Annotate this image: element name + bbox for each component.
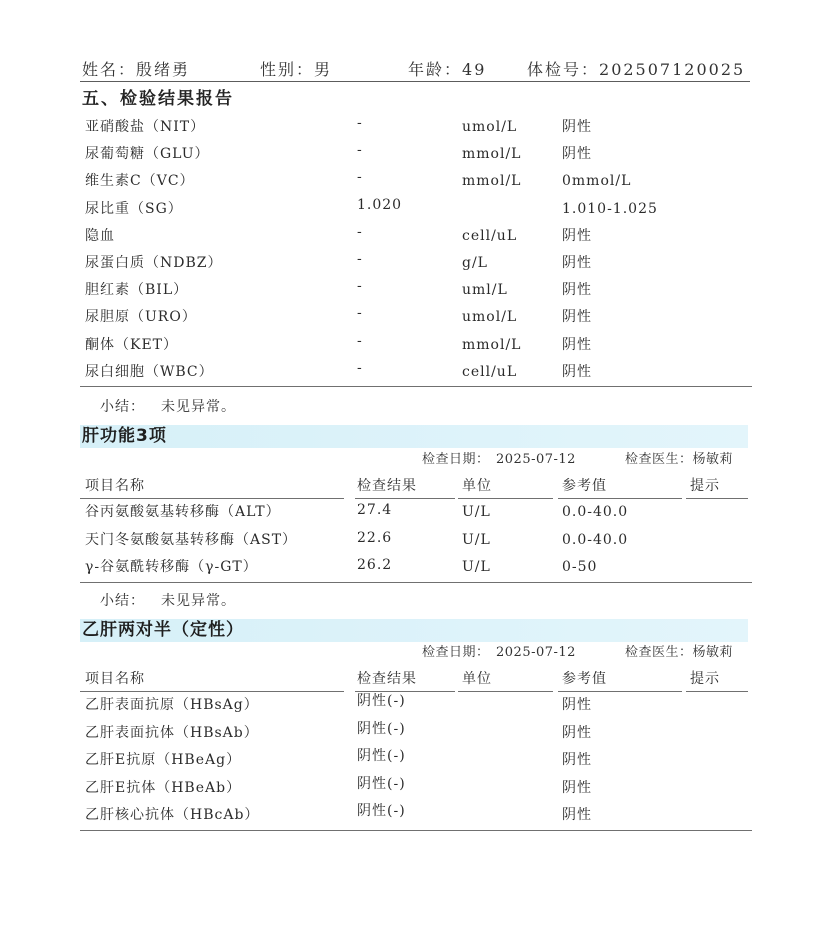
test-name: 乙肝表面抗原（HBsAg） — [85, 697, 259, 713]
urine-summary — [100, 396, 236, 418]
test-reference: 阴性 — [562, 309, 592, 326]
table-row — [80, 720, 752, 748]
test-reference: 阴性 — [562, 227, 592, 244]
exam-doctor — [625, 451, 733, 469]
test-name: 尿比重（SG） — [85, 200, 183, 217]
test-result: - — [357, 278, 363, 295]
table-row — [80, 168, 752, 195]
table-header — [80, 473, 752, 499]
patient-age-label: 年龄： — [408, 60, 463, 79]
exam-number-field — [527, 59, 745, 81]
patient-header — [80, 56, 750, 82]
table-row — [80, 554, 752, 582]
exam-date-label: 检查日期： — [422, 645, 490, 660]
test-reference: 阴性 — [562, 336, 592, 353]
test-result: - — [357, 359, 363, 376]
test-result: - — [357, 223, 363, 240]
column-header-hint: 提示 — [686, 666, 748, 692]
exam-doctor-name: 杨敏莉 — [692, 452, 734, 467]
table-row — [80, 332, 752, 359]
test-name: 尿蛋白质（NDBZ） — [85, 254, 223, 271]
test-unit: mmol/L — [462, 146, 522, 163]
patient-name: 殷绪勇 — [136, 60, 191, 79]
exam-date: 2025-07-12 — [496, 645, 576, 660]
column-header-reference: 参考值 — [558, 473, 682, 499]
summary-label: 小结： — [100, 399, 145, 415]
test-unit: uml/L — [462, 282, 508, 299]
test-result: 阴性(-) — [357, 720, 406, 737]
test-result: 22.6 — [357, 529, 393, 546]
test-result: 27.4 — [357, 502, 393, 518]
test-reference: 0mmol/L — [562, 173, 632, 190]
test-reference: 阴性 — [562, 254, 592, 271]
test-name: 尿白细胞（WBC） — [85, 363, 214, 380]
patient-name-label: 姓名： — [82, 60, 137, 79]
liver-summary — [100, 590, 236, 612]
urine-results-table — [80, 114, 752, 387]
table-row — [80, 223, 752, 250]
test-unit: U/L — [462, 559, 491, 575]
test-reference: 阴性 — [562, 282, 592, 299]
table-row — [80, 692, 752, 720]
summary-text: 未见异常。 — [161, 399, 236, 415]
test-name: 乙肝表面抗体（HBsAb） — [85, 724, 259, 741]
test-reference: 阴性 — [562, 119, 592, 135]
section-title-liver: 肝功能3项 — [82, 426, 167, 446]
table-row — [80, 304, 752, 331]
exam-doctor — [625, 644, 733, 662]
column-header-hint: 提示 — [686, 473, 748, 499]
test-unit: mmol/L — [462, 173, 522, 190]
test-name: 谷丙氨酸氨基转移酶（ALT） — [85, 504, 281, 520]
column-header-result: 检查结果 — [355, 666, 455, 692]
table-row — [80, 359, 752, 386]
table-row — [80, 114, 752, 141]
test-result: - — [357, 142, 363, 159]
test-reference: 阴性 — [562, 779, 592, 796]
table-row — [80, 250, 752, 277]
exam-doctor-label: 检查医生： — [625, 452, 693, 467]
test-name: 尿葡萄糖（GLU） — [85, 146, 210, 163]
summary-text: 未见异常。 — [161, 593, 236, 609]
patient-name-field — [82, 59, 190, 81]
test-reference: 阴性 — [562, 724, 592, 741]
patient-gender-label: 性别： — [260, 60, 315, 79]
summary-label: 小结： — [100, 593, 145, 609]
test-name: γ-谷氨酰转移酶（γ-GT） — [85, 559, 258, 575]
table-row — [80, 277, 752, 304]
patient-age-field — [408, 59, 486, 81]
test-name: 亚硝酸盐（NIT） — [85, 119, 206, 135]
test-name: 隐血 — [85, 227, 115, 244]
test-result: - — [357, 250, 363, 267]
section-title-lab-results: 五、检验结果报告 — [82, 89, 234, 109]
test-unit: U/L — [462, 504, 491, 520]
test-result: - — [357, 305, 363, 322]
test-unit: U/L — [462, 531, 491, 548]
test-unit: g/L — [462, 254, 488, 271]
table-row — [80, 527, 752, 555]
test-reference: 0-50 — [562, 559, 598, 575]
column-header-unit: 单位 — [458, 666, 553, 692]
test-reference: 阴性 — [562, 697, 592, 713]
table-row — [80, 196, 752, 223]
table-header — [80, 666, 752, 692]
test-result: 26.2 — [357, 557, 393, 573]
test-reference: 0.0-40.0 — [562, 504, 629, 520]
column-header-name: 项目名称 — [80, 473, 344, 499]
test-unit: cell/uL — [462, 227, 518, 244]
patient-gender-field — [260, 59, 332, 81]
test-name: 酮体（KET） — [85, 336, 179, 353]
liver-results-table — [80, 499, 752, 583]
test-name: 胆红素（BIL） — [85, 282, 189, 299]
test-reference: 阴性 — [562, 363, 592, 380]
test-name: 乙肝核心抗体（HBcAb） — [85, 807, 260, 823]
test-name: 维生素C（VC） — [85, 173, 195, 190]
test-reference: 0.0-40.0 — [562, 531, 629, 548]
column-header-reference: 参考值 — [558, 666, 682, 692]
column-header-name: 项目名称 — [80, 666, 344, 692]
test-result: 阴性(-) — [357, 693, 406, 709]
test-unit: mmol/L — [462, 336, 522, 353]
column-header-result: 检查结果 — [355, 473, 455, 499]
section-bar-liver — [80, 425, 748, 448]
test-unit: umol/L — [462, 309, 518, 326]
patient-gender: 男 — [314, 60, 333, 79]
test-result: 阴性(-) — [357, 775, 406, 792]
test-reference: 阴性 — [562, 752, 592, 768]
test-unit: cell/uL — [462, 363, 518, 380]
table-row — [80, 747, 752, 775]
test-result: 1.020 — [357, 196, 403, 213]
test-result: - — [357, 115, 363, 131]
exam-date: 2025-07-12 — [496, 452, 576, 467]
test-name: 天门冬氨酸氨基转移酶（AST） — [85, 531, 298, 548]
exam-number: 202507120025 — [599, 60, 746, 79]
test-reference: 阴性 — [562, 807, 592, 823]
test-result: - — [357, 332, 363, 349]
test-name: 乙肝E抗原（HBeAg） — [85, 752, 242, 768]
exam-doctor-label: 检查医生： — [625, 645, 693, 660]
exam-date-label: 检查日期： — [422, 452, 490, 467]
test-unit: umol/L — [462, 119, 518, 135]
table-row — [80, 499, 752, 527]
test-result: 阴性(-) — [357, 803, 406, 819]
test-result: 阴性(-) — [357, 748, 406, 764]
table-row — [80, 141, 752, 168]
test-reference: 阴性 — [562, 146, 592, 163]
table-row — [80, 775, 752, 803]
exam-doctor-name: 杨敏莉 — [692, 645, 734, 660]
hbv-results-table — [80, 692, 752, 831]
exam-number-label: 体检号： — [527, 60, 600, 79]
section-bar-hbv — [80, 619, 748, 642]
table-row — [80, 802, 752, 830]
column-header-unit: 单位 — [458, 473, 553, 499]
patient-age: 49 — [462, 60, 487, 79]
test-reference: 1.010-1.025 — [562, 200, 658, 217]
section-title-hbv: 乙肝两对半（定性） — [82, 620, 244, 640]
test-result: - — [357, 169, 363, 186]
test-name: 尿胆原（URO） — [85, 309, 197, 326]
test-name: 乙肝E抗体（HBeAb） — [85, 779, 242, 796]
